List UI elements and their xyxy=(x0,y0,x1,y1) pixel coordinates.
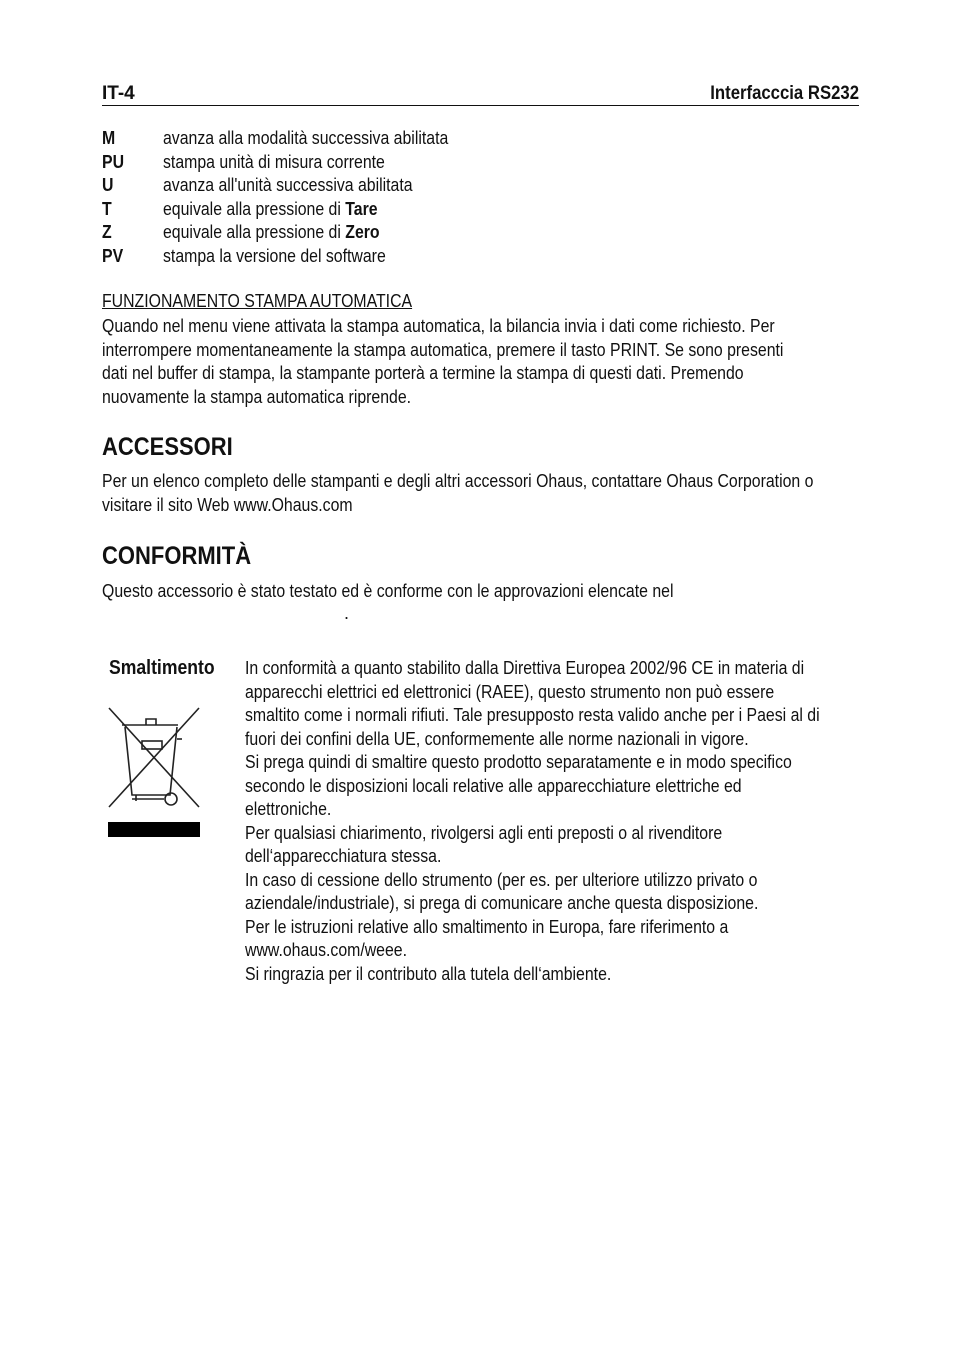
section-title: Interfacccia RS232 xyxy=(710,83,859,104)
command-key: M xyxy=(102,128,116,148)
text-line: In conformità a quanto stabilito dalla Direttiva Europea 2002/96 CE in materia di xyxy=(245,658,805,678)
text-line: aziendale/industriale), si prega di comunicare anche questa disposizione. xyxy=(245,893,759,913)
text-line: Per un elenco completo delle stampanti e degli altri accessori Ohaus, contattare Ohaus Corporation o xyxy=(102,471,814,491)
auto-print-paragraph xyxy=(102,315,876,409)
text-line: dati nel buffer di stampa, la stampante porterà a termine la stampa di questi dati. Premendo xyxy=(102,363,744,383)
text-line: Quando nel menu viene attivata la stampa automatica, la bilancia invia i dati come richiesto. Per xyxy=(102,316,775,336)
smaltimento-label: Smaltimento xyxy=(109,657,215,679)
text-line: Questo accessorio è stato testato ed è conforme con le approvazioni elencate nel xyxy=(102,581,674,601)
text-line: nuovamente la stampa automatica riprende. xyxy=(102,386,412,407)
accessori-paragraph xyxy=(102,470,910,517)
smaltimento-paragraph xyxy=(245,657,898,986)
command-key: T xyxy=(102,198,112,219)
conformita-dot: . xyxy=(344,603,350,623)
command-key: PV xyxy=(102,245,124,266)
text-line: apparecchi elettrici ed elettronici (RAEE), questo strumento non può essere xyxy=(245,681,775,702)
command-desc: equivale alla pressione di Zero xyxy=(163,222,380,243)
text-line: www.ohaus.com/weee. xyxy=(245,940,408,960)
command-desc: avanza alla modalità successiva abilitata xyxy=(163,128,449,148)
text-line: Per le istruzioni relative allo smaltimento in Europa, fare riferimento a xyxy=(245,916,729,937)
auto-print-heading: FUNZIONAMENTO STAMPA AUTOMATICA xyxy=(102,291,413,311)
text-line: Per qualsiasi chiarimento, rivolgersi agli enti preposti o al rivenditore xyxy=(245,822,723,843)
command-desc: stampa unità di misura corrente xyxy=(163,151,385,172)
conformita-paragraph xyxy=(102,580,751,604)
accessori-heading: ACCESSORI xyxy=(102,433,233,461)
page-header xyxy=(102,83,859,106)
command-key: Z xyxy=(102,222,112,243)
command-key: U xyxy=(102,175,114,196)
page-number: IT-4 xyxy=(102,83,135,104)
text-line: elettroniche. xyxy=(245,799,332,819)
text-line: smaltito come i normali rifiuti. Tale presupposto resta valido anche per i Paesi al di xyxy=(245,705,820,725)
text-line: dell‘apparecchiatura stessa. xyxy=(245,846,442,866)
command-desc: equivale alla pressione di Tare xyxy=(163,198,378,219)
command-desc: avanza all'unità successiva abilitata xyxy=(163,175,413,196)
text-line: visitare il sito Web www.Ohaus.com xyxy=(102,494,353,515)
text-line: secondo le disposizioni locali relative alle apparecchiature elettriche ed xyxy=(245,775,742,796)
conformita-heading: CONFORMITÀ xyxy=(102,542,252,570)
text-line: fuori dei confini della UE, conformemente alle norme nazionali in vigore. xyxy=(245,728,749,749)
text-line: interrompere momentaneamente la stampa automatica, premere il tasto PRINT. Se sono presenti xyxy=(102,339,784,360)
text-line: Si ringrazia per il contributo alla tutela dell‘ambiente. xyxy=(245,963,612,984)
text-line: In caso di cessione dello strumento (per es. per ulteriore utilizzo privato o xyxy=(245,869,758,890)
crossed-out-wheelie-bin-icon xyxy=(106,703,202,837)
command-key: PU xyxy=(102,151,125,172)
text-line: Si prega quindi di smaltire questo prodotto separatamente e in modo specifico xyxy=(245,752,792,772)
command-desc: stampa la versione del software xyxy=(163,245,386,266)
